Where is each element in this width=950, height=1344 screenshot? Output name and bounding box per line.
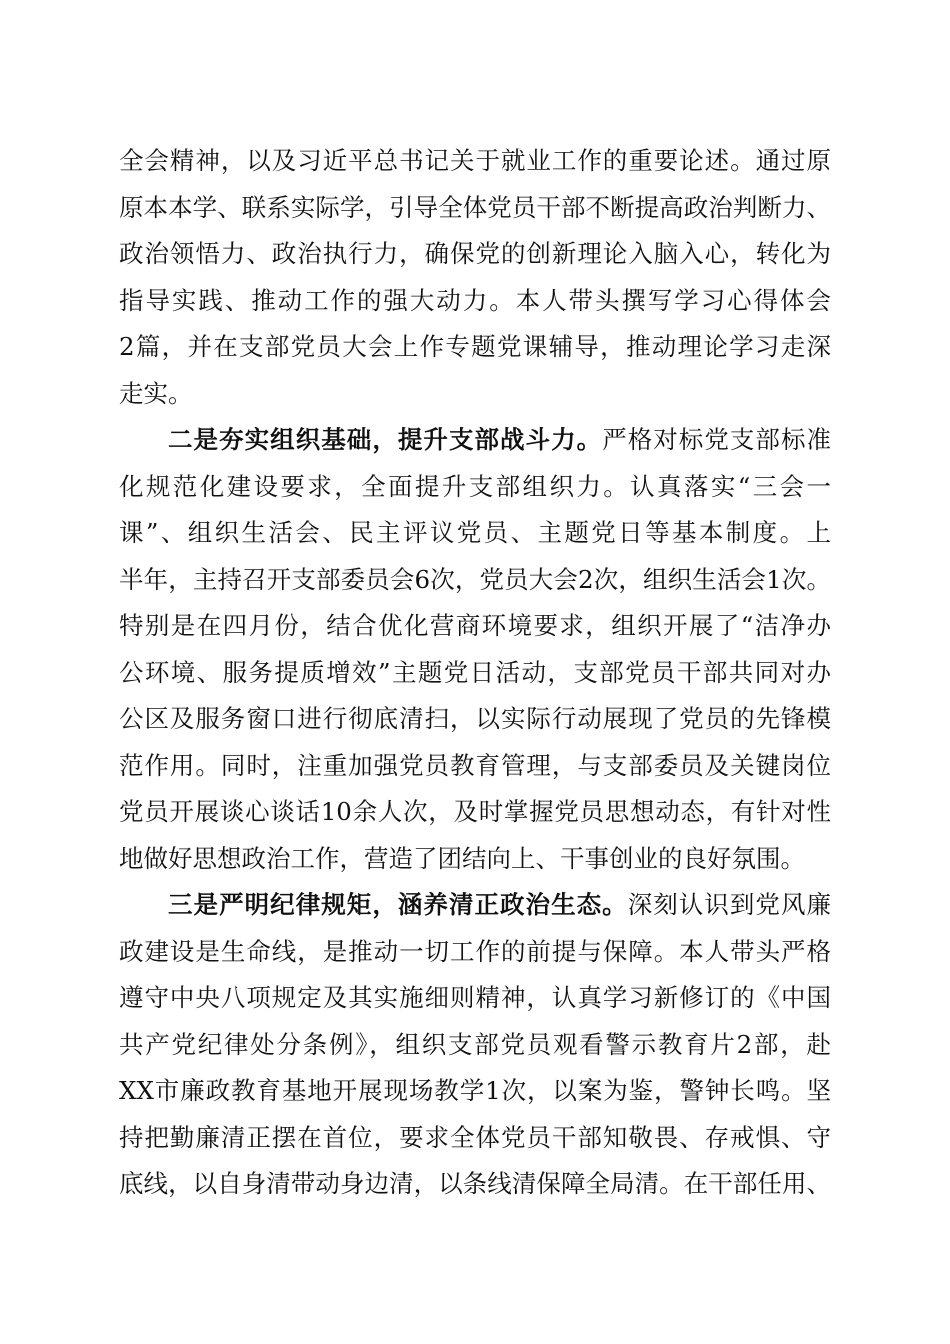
text-line: 公环境、服务提质增效”主题党日活动，支部党员干部共同对办 [119, 657, 831, 687]
text-line: 持把勤廉清正摆在首位，要求全体党员干部知敬畏、存戒惧、守 [119, 1122, 831, 1152]
text-line: 公区及服务窗口进行彻底清扫，以实际行动展现了党员的先锋模 [119, 704, 831, 733]
text-line: 指导实践、推动工作的强大动力。本人带头撰写学习心得体会 [119, 285, 831, 315]
text-line-with-heading [119, 417, 831, 464]
paragraph-discipline [119, 882, 831, 1208]
paragraph-heading: 二是夯实组织基础，提升支部战斗力。 [168, 425, 603, 454]
text-line-with-heading [119, 882, 831, 929]
text-line: 遵守中央八项规定及其实施细则精神，认真学习新修订的《中国 [119, 983, 831, 1012]
text-line: 化规范化建设要求，全面提升支部组织力。认真落实“三会一 [119, 471, 831, 501]
text-line: 底线，以自身清带动身边清，以条线清保障全局清。在干部任用、 [119, 1169, 831, 1198]
text-line: XX市廉政教育基地开展现场教学1次，以案为鉴，警钟长鸣。坚 [119, 1076, 831, 1105]
text-line: 范作用。同时，注重加强党员教育管理，与支部委员及关键岗位 [119, 750, 831, 780]
paragraph-organization [119, 417, 831, 882]
text-line: 2篇，并在支部党员大会上作专题党课辅导，推动理论学习走深 [119, 332, 831, 361]
text-line: 全会精神，以及习近平总书记关于就业工作的重要论述。通过原 [119, 146, 831, 175]
text-line: 走实。 [119, 378, 193, 408]
text-line: 课”、组织生活会、民主评议党员、主题党日等基本制度。上 [119, 518, 831, 547]
text-line: 地做好思想政治工作，营造了团结向上、干事创业的良好氛围。 [119, 843, 805, 873]
text-line: 共产党纪律处分条例》，组织支部党员观看警示教育片2部，赴 [119, 1029, 831, 1059]
text-line: 政治领悟力、政治执行力，确保党的创新理论入脑入心，转化为 [119, 239, 831, 268]
text-line: 半年，主持召开支部委员会6次，党员大会2次，组织生活会1次。 [119, 564, 831, 594]
text-line: 政建设是生命线，是推动一切工作的前提与保障。本人带头严格 [119, 936, 831, 966]
paragraph-theory-study [119, 138, 831, 417]
text-run: 深刻认识到党风廉 [627, 890, 831, 919]
text-line: 原本本学、联系实际学，引导全体党员干部不断提高政治判断力、 [119, 192, 831, 222]
text-line: 特别是在四月份，结合优化营商环境要求，组织开展了“洁净办 [119, 611, 831, 640]
text-line: 党员开展谈心谈话10余人次，及时掌握党员思想动态，有针对性 [119, 797, 831, 826]
document-body [119, 138, 831, 1208]
text-run: 严格对标党支部标准 [602, 425, 832, 454]
paragraph-heading: 三是严明纪律规矩，涵养清正政治生态。 [168, 890, 628, 919]
